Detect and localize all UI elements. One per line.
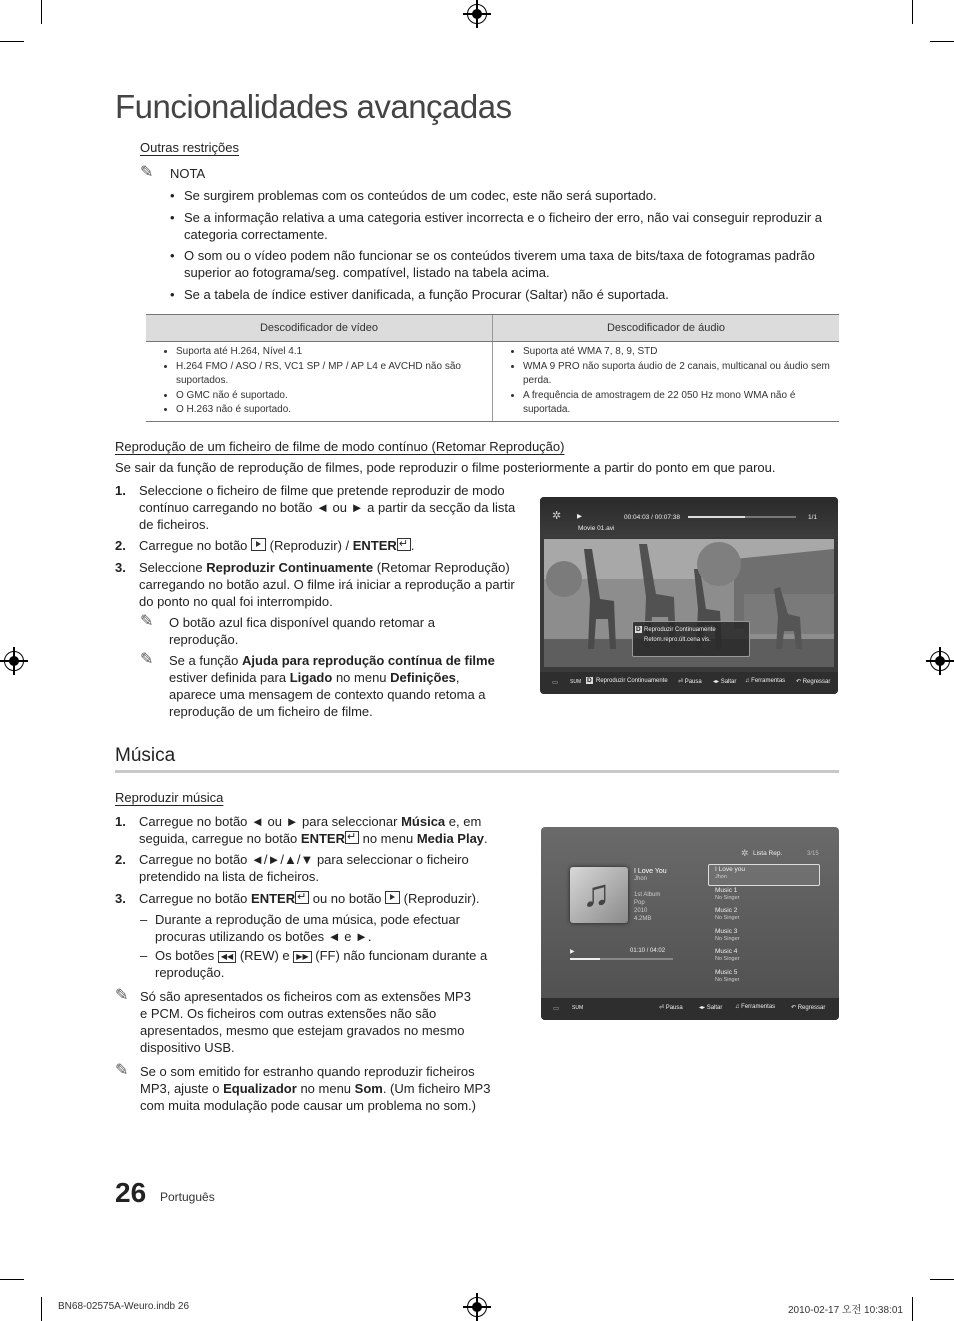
print-slug-left: BN68-02575A-Weuro.indb 26 <box>58 1301 190 1312</box>
musica-heading: Música <box>115 745 176 766</box>
play-button-icon <box>385 891 400 904</box>
crop-mark <box>0 1279 24 1280</box>
list-item: • O H.263 não é suportado. <box>176 403 484 418</box>
page-count: 1/1 <box>808 514 818 521</box>
track-artist: No Singer <box>715 956 740 962</box>
audio-cell <box>493 342 840 422</box>
enter-icon <box>345 831 359 844</box>
page-number: 26 <box>115 1177 147 1208</box>
progress-bar <box>570 958 673 960</box>
popup-line-1: Reproduzir Continuamente <box>644 627 716 633</box>
registration-mark-icon <box>467 4 487 24</box>
bar-item: ◂▸ Saltar <box>713 679 737 685</box>
footer-language: Português <box>160 1190 215 1204</box>
ff-button-icon: ▶▶ <box>293 951 311 963</box>
song-genre: Pop <box>634 900 645 906</box>
dash: – <box>140 912 148 927</box>
track-artist: No Singer <box>715 894 740 901</box>
play-time: 00:04:03 / 00:07:38 <box>624 514 681 521</box>
track-title[interactable]: I Love you <box>715 866 745 873</box>
popup-key-d: D <box>636 626 641 633</box>
play-time: 01:10 / 04:02 <box>630 948 666 954</box>
popup-line-2: Retom.repro.últ.cena vis. <box>644 637 711 643</box>
registration-mark-icon <box>4 651 24 671</box>
movie-player-screenshot <box>540 497 838 694</box>
bar-item: ⏎ Pausa <box>678 679 702 685</box>
track-artist: Jhon <box>715 874 727 880</box>
registration-mark-icon <box>467 1297 487 1317</box>
track-artist: No Singer <box>715 976 740 983</box>
section-divider <box>115 770 839 773</box>
track-artist: No Singer <box>715 915 740 921</box>
progress-bar <box>688 516 796 518</box>
arrows-icon: ◂▸ <box>699 1005 706 1011</box>
reproduzir-musica-heading: Reproduzir música <box>115 790 224 805</box>
list-item: • H.264 FMO / ASO / RS, VC1 SP / MP / AP L4 e AVCHD não são suportados. <box>176 360 484 389</box>
bar-item: ⏎ Pausa <box>659 1005 683 1011</box>
music-dash-2: Os botões ◀◀ (REW) e ▶▶ (FF) não funcionam durante a reprodução. <box>155 948 488 980</box>
dash: – <box>140 948 148 963</box>
crop-mark <box>930 1279 954 1280</box>
codec-table <box>146 314 839 422</box>
bar-item: ♫ Ferramentas <box>745 678 786 684</box>
bar-item: ↶ Regressar <box>796 679 831 685</box>
bar-item: ♫ Ferramentas <box>735 1004 776 1010</box>
track-title[interactable]: Music 3 <box>715 927 738 935</box>
registration-mark-icon <box>930 651 950 671</box>
list-item: • O GMC não é suportado. <box>176 389 484 404</box>
return-icon: ↶ <box>791 1005 797 1011</box>
arrows-icon: ◂▸ <box>713 679 720 685</box>
track-title[interactable]: Music 4 <box>715 948 738 955</box>
usb-icon: ✲ <box>741 848 749 858</box>
note-pencil-icon: ✎ <box>115 1062 129 1079</box>
list-item: • Suporta até H.264, Nível 4.1 <box>176 345 484 360</box>
print-slug-right: 2010-02-17 오전 10:38:01 <box>788 1305 903 1316</box>
track-title[interactable]: Music 5 <box>715 968 738 976</box>
crop-mark <box>0 41 24 42</box>
music-note-1: Só são apresentados os ficheiros com as extensões MP3 e PCM. Os ficheiros com outras extensões não são apresentados, mesmo que estejam gravados no mesmo dispositivo USB. <box>140 989 471 1055</box>
enter-icon: ⏎ <box>678 679 684 685</box>
crop-mark <box>41 0 42 24</box>
usb-icon: ✲ <box>552 510 562 522</box>
page-title: Funcionalidades avançadas <box>115 88 512 125</box>
music-note-icon: ♫ <box>582 873 611 915</box>
note-pencil-icon: ✎ <box>140 613 154 630</box>
sum-icon: ▭ <box>552 679 559 686</box>
bar-item: Reproduzir Continuamente <box>596 678 668 684</box>
retomar-intro: Se sair da função de reprodução de filmes, pode reproduzir o filme posteriormente a partir do ponto em que parou. <box>115 460 776 475</box>
retomar-heading: Reprodução de um ficheiro de filme de modo contínuo (Retomar Reprodução) <box>115 439 565 454</box>
play-icon: ▶ <box>577 513 582 520</box>
bar-sum: SUM <box>570 679 582 685</box>
list-item: • A frequência de amostragem de 22 050 Hz mono WMA não é suportada. <box>523 389 831 418</box>
music-dash-1: Durante a reprodução de uma música, pode efectuar procuras utilizando os botões ◄ e ►. <box>155 912 460 944</box>
return-icon: ↶ <box>796 679 802 685</box>
bar-sum: SUM <box>572 1005 584 1011</box>
bar-key-d: D <box>587 677 592 684</box>
table-header: Descodificador de vídeo <box>146 315 493 342</box>
enter-icon <box>295 891 309 904</box>
track-artist: No Singer <box>715 935 740 942</box>
note-pencil-icon: ✎ <box>140 164 154 181</box>
track-count: 3/15 <box>807 851 819 857</box>
bar-item: ◂▸ Saltar <box>699 1005 723 1011</box>
music-note-2: Se o som emitido for estranho quando reproduzir ficheiros MP3, ajuste o Equalizador no menu Som. (Um ficheiro MP3 com muita modulação pode causar um problema no som.) <box>140 1064 491 1113</box>
rew-button-icon: ◀◀ <box>218 951 236 963</box>
music-player-screenshot <box>541 827 839 1020</box>
play-button-icon <box>251 538 266 551</box>
crop-mark <box>41 1297 42 1321</box>
video-cell <box>146 342 493 422</box>
track-title[interactable]: Music 1 <box>715 886 738 894</box>
list-item: • WMA 9 PRO não suporta áudio de 2 canais, multicanal ou áudio sem perda. <box>523 360 831 389</box>
progress-fill <box>570 958 600 960</box>
song-artist: Jhon <box>634 876 648 882</box>
file-name: Movie 01.avi <box>578 525 615 532</box>
note-pencil-icon: ✎ <box>140 651 154 668</box>
sum-icon: ▭ <box>553 1005 560 1012</box>
album-art <box>570 867 628 923</box>
tools-icon: ♫ <box>745 678 750 684</box>
crop-mark <box>912 0 913 24</box>
crop-mark <box>930 41 954 42</box>
track-title[interactable]: Music 2 <box>715 907 738 914</box>
note-pencil-icon: ✎ <box>115 987 129 1004</box>
progress-fill <box>688 516 745 518</box>
list-item: • Suporta até WMA 7, 8, 9, STD <box>523 345 831 360</box>
song-album: 1st Album <box>634 892 661 898</box>
tools-icon: ♫ <box>735 1004 740 1010</box>
song-size: 4.2MB <box>634 916 652 922</box>
table-header: Descodificador de áudio <box>493 315 840 342</box>
outras-heading: Outras restrições <box>140 140 239 155</box>
enter-icon: ⏎ <box>659 1005 665 1011</box>
song-year: 2010 <box>634 908 648 914</box>
playlist-label: Lista Rep. <box>753 850 783 857</box>
nota-label: NOTA <box>170 166 206 181</box>
song-title: I Love You <box>634 868 667 875</box>
retomar-note-2: Se a função Ajuda para reprodução contínua de filme estiver definida para Ligado no menu Definições, aparece uma mensagem de contexto quando retoma a reprodução de um ficheiro de filme. <box>169 653 495 719</box>
enter-icon <box>397 538 411 551</box>
crop-mark <box>912 1297 913 1321</box>
bar-item: ↶ Regressar <box>791 1005 826 1011</box>
retomar-note-1: O botão azul fica disponível quando retomar a reprodução. <box>169 615 435 647</box>
play-icon: ▶ <box>570 949 575 955</box>
